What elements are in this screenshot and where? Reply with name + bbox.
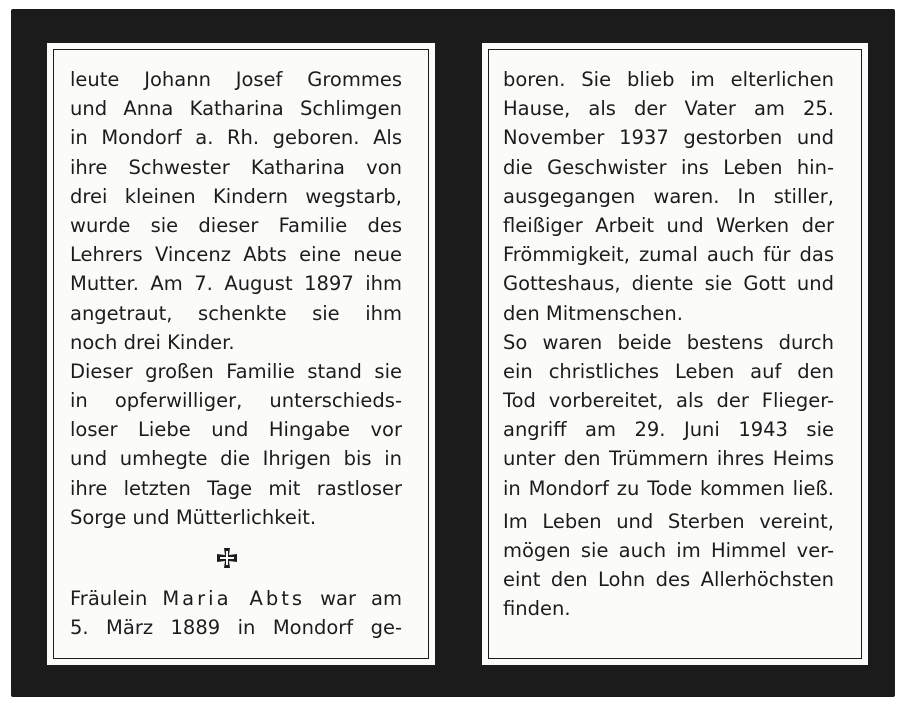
text-line: Frömmigkeit, zumal auch für das <box>503 243 834 267</box>
iron-cross-icon <box>216 547 238 569</box>
text-line: 5. März 1889 in Mondorf ge- <box>70 616 402 640</box>
right-paragraph-1 <box>503 65 834 328</box>
text-line: die Geschwister ins Leben hin- <box>503 155 834 179</box>
text-line: Im Leben und Sterben vereint, <box>503 509 834 533</box>
left-paragraph-3 <box>70 584 402 642</box>
text-line: So waren beide bestens durch <box>503 330 834 354</box>
text-line: finden. <box>503 597 571 621</box>
text-line: unter den Trümmern ihres Heims <box>503 447 834 471</box>
text-line: Hause, als der Vater am 25. <box>503 97 834 121</box>
text-line: Dieser großen Familie stand sie <box>70 359 402 383</box>
right-page <box>482 43 868 665</box>
text-line <box>70 584 402 613</box>
text-line: in Mondorf a. Rh. geboren. Als <box>70 126 402 150</box>
text-line: ihre letzten Tage mit rastloser <box>70 476 402 500</box>
intro-word: Fräulein <box>70 587 148 610</box>
text-line: angriff am 29. Juni 1943 sie <box>503 418 834 442</box>
text-line: fleißiger Arbeit und Werken der <box>503 213 834 237</box>
text-line: ein christliches Leben auf den <box>503 359 834 383</box>
text-line: den Mitmenschen. <box>503 301 683 325</box>
text-line: Lehrers Vincenz Abts eine neue <box>70 243 402 267</box>
left-paragraph-1 <box>70 65 402 357</box>
cross-divider <box>70 532 402 584</box>
text-line: leute Johann Josef Grommes <box>70 68 402 91</box>
text-line: wurde sie dieser Familie des <box>70 213 402 237</box>
text-line: Gotteshaus, diente sie Gott und <box>503 272 834 296</box>
text-line: boren. Sie blieb im elterlichen <box>503 68 834 91</box>
text-line: in Mondorf zu Tode kommen ließ. <box>503 476 834 500</box>
left-paragraph-2 <box>70 357 402 532</box>
text-line: und Anna Katharina Schlimgen <box>70 97 402 121</box>
text-line: Mutter. Am 7. August 1897 ihm <box>70 272 402 296</box>
text-line: mögen sie auch im Himmel ver- <box>503 539 834 562</box>
text-line: loser Liebe und Hingabe vor <box>70 418 402 442</box>
right-paragraph-2 <box>503 328 834 503</box>
text-line: ausgegangen waren. In stiller, <box>503 184 834 208</box>
intro-suffix: war am <box>320 587 402 610</box>
text-line: ihre Schwester Katharina von <box>70 155 402 179</box>
text-line: Tod vorbereitet, als der Flieger- <box>503 389 834 413</box>
text-line: eint den Lohn des Allerhöchsten <box>503 568 834 592</box>
right-paragraph-3 <box>503 507 834 624</box>
text-line: drei kleinen Kindern wegstarb, <box>70 184 402 208</box>
left-page-text <box>70 65 402 642</box>
text-line: noch drei Kinder. <box>70 330 235 354</box>
text-line: November 1937 gestorben und <box>503 126 834 150</box>
text-line: in opferwilliger, unterschieds- <box>70 389 402 413</box>
right-page-text <box>503 65 834 624</box>
deceased-name: Maria Abts <box>162 587 306 610</box>
left-page <box>47 43 435 665</box>
text-line: Sorge und Mütterlichkeit. <box>70 505 317 529</box>
text-line: und umhegte die Ihrigen bis in <box>70 447 402 471</box>
text-line: angetraut, schenkte sie ihm <box>70 301 402 325</box>
